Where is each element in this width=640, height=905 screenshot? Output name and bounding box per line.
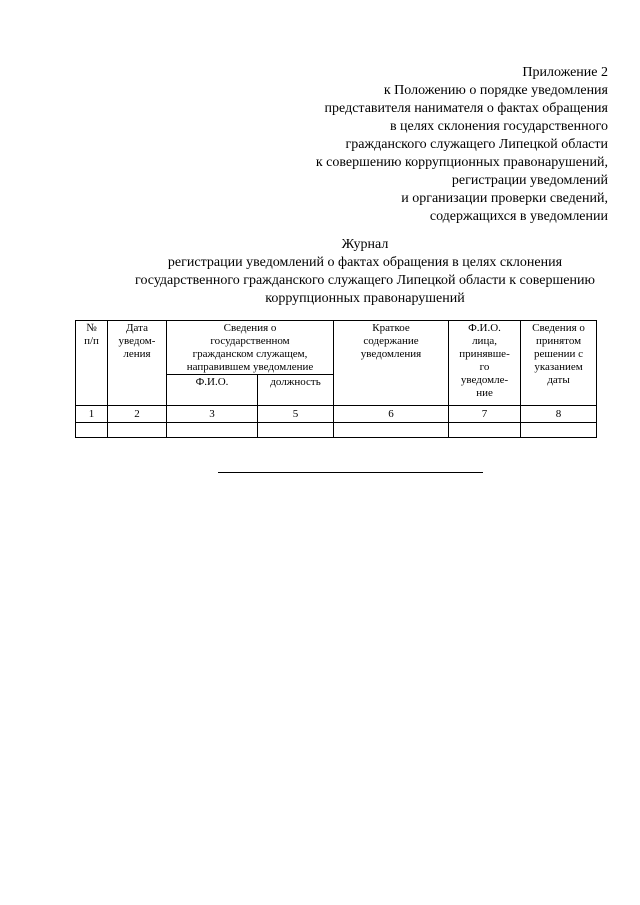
journal-title: Журнал: [341, 237, 389, 252]
table-cell: [258, 423, 334, 438]
header-text: уведом-: [118, 335, 156, 347]
header-text: принявше-: [459, 348, 510, 360]
table-row: [76, 423, 597, 438]
appendix-header: [188, 64, 608, 226]
header-text: Краткое: [372, 322, 410, 334]
table-cell: [521, 423, 597, 438]
table-cell: [334, 423, 449, 438]
appendix-line: и организации проверки сведений,: [401, 191, 608, 206]
header-text: №: [86, 322, 97, 334]
header-text: гражданском служащем,: [192, 348, 308, 360]
appendix-line: к совершению коррупционных правонарушений,: [315, 155, 608, 170]
column-number: 2: [108, 406, 167, 423]
header-employee-name: Ф.И.О.: [167, 375, 258, 406]
appendix-line: Приложение 2: [522, 65, 608, 80]
header-text: принятом: [535, 335, 582, 347]
header-employee-position: должность: [258, 375, 334, 406]
journal-subtitle: [70, 254, 640, 308]
table-cell: [449, 423, 521, 438]
header-text: ние: [476, 387, 493, 399]
table-number-row: [76, 406, 597, 423]
header-employee-info: [167, 321, 334, 375]
header-text: Ф.И.О.: [468, 322, 501, 334]
appendix-line: к Положению о порядке уведомления: [383, 83, 608, 98]
column-number: 6: [334, 406, 449, 423]
column-number: 7: [449, 406, 521, 423]
header-text: направившем уведомление: [186, 361, 314, 373]
column-number: 5: [258, 406, 334, 423]
appendix-line: регистрации уведомлений: [451, 173, 608, 188]
appendix-line: представителя нанимателя о фактах обращения: [324, 101, 608, 116]
header-text: Дата: [126, 322, 148, 334]
header-text: го: [479, 361, 490, 373]
header-text: лица,: [472, 335, 497, 347]
table-header-row: [76, 321, 597, 375]
header-text: решении с: [534, 348, 584, 360]
table-cell: [76, 423, 108, 438]
header-text: уведомле-: [460, 374, 509, 386]
header-text: ления: [123, 348, 151, 360]
header-text: указанием: [534, 361, 583, 373]
appendix-line: содержащихся в уведомлении: [429, 209, 608, 224]
journal-subtitle-line: государственного гражданского служащего Липецкой области к совершению: [135, 273, 595, 288]
header-text: п/п: [84, 335, 99, 347]
header-date: [108, 321, 167, 406]
header-text: даты: [547, 374, 570, 386]
appendix-line: гражданского служащего Липецкой области: [345, 137, 608, 152]
header-decision: [521, 321, 597, 406]
table-cell: [167, 423, 258, 438]
header-text: уведомления: [360, 348, 422, 360]
column-number: 1: [76, 406, 108, 423]
journal-subtitle-line: коррупционных правонарушений: [265, 291, 465, 306]
column-number: 3: [167, 406, 258, 423]
header-text: Сведения о: [223, 322, 277, 334]
header-text: содержание: [363, 335, 419, 347]
header-text: Сведения о: [532, 322, 585, 334]
registration-table: [75, 320, 597, 438]
separator-line: [218, 472, 483, 473]
journal-subtitle-line: регистрации уведомлений о фактах обращения в целях склонения: [167, 255, 563, 270]
header-receiver: [449, 321, 521, 406]
header-number: [76, 321, 108, 406]
column-number: 8: [521, 406, 597, 423]
appendix-line: в целях склонения государственного: [389, 119, 608, 134]
header-summary: [334, 321, 449, 406]
table-cell: [108, 423, 167, 438]
header-text: государственном: [210, 335, 290, 347]
